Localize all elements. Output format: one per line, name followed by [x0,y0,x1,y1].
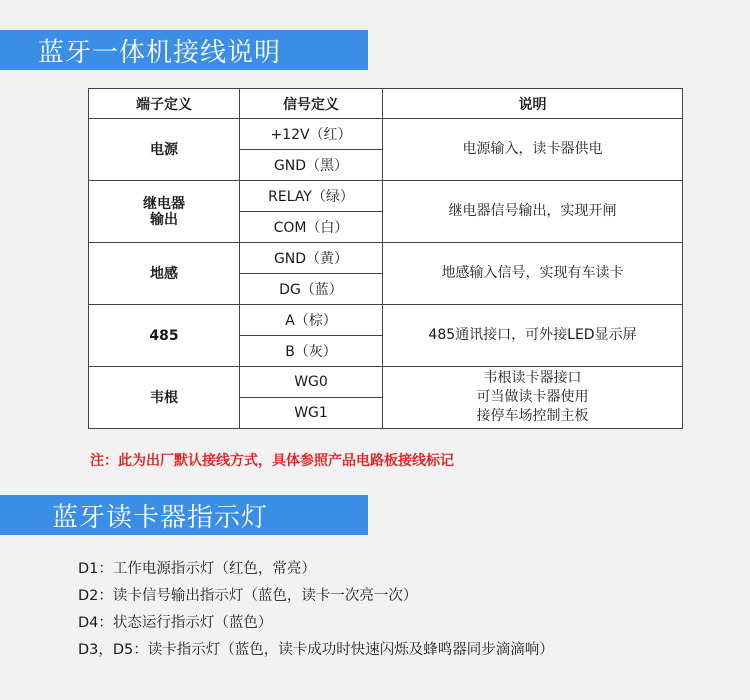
description-cell [383,367,683,429]
description-cell: 485通讯接口，可外接LED显示屏 [383,305,683,367]
terminal-cell [89,181,240,243]
description-line: 可当做读卡器使用 [476,389,589,405]
table-row [89,305,683,336]
list-item: D4：状态运行指示灯（蓝色） [78,615,273,631]
list-item: D2：读卡信号输出指示灯（蓝色，读卡一次亮一次） [78,588,418,604]
table-row [89,367,683,398]
wiring-section-title [0,30,368,70]
signal-cell: RELAY（绿） [240,181,383,212]
signal-cell: A（棕） [240,305,383,336]
wiring-table [88,88,683,429]
terminal-cell: 485 [89,305,240,367]
terminal-line: 输出 [150,211,178,228]
header-signal: 信号定义 [240,89,383,119]
header-terminal: 端子定义 [89,89,240,119]
header-description: 说明 [383,89,683,119]
signal-cell: GND（黑） [240,150,383,181]
wiring-note: 注：此为出厂默认接线方式，具体参照产品电路板接线标记 [90,453,454,469]
wiring-section-title-text: 蓝牙一体机接线说明 [38,37,282,68]
table-row [89,181,683,212]
description-cell: 电源输入，读卡器供电 [383,119,683,181]
terminal-cell: 韦根 [89,367,240,429]
indicator-section-title-text: 蓝牙读卡器指示灯 [52,502,269,533]
list-item: D3，D5：读卡指示灯（蓝色，读卡成功时快速闪烁及蜂鸣器同步滴滴响） [78,642,554,658]
signal-cell: WG1 [240,398,383,429]
table-row [89,119,683,150]
table-header-row [89,89,683,119]
terminal-line: 继电器 [143,195,185,212]
indicator-section-title [0,495,368,535]
terminal-cell: 地感 [89,243,240,305]
description-cell: 继电器信号输出，实现开闸 [383,181,683,243]
signal-cell: DG（蓝） [240,274,383,305]
signal-cell: +12V（红） [240,119,383,150]
description-line: 接停车场控制主板 [476,408,589,424]
signal-cell: GND（黄） [240,243,383,274]
description-line: 韦根读卡器接口 [483,370,582,386]
list-item: D1：工作电源指示灯（红色，常亮） [78,561,316,577]
signal-cell: WG0 [240,367,383,398]
terminal-cell: 电源 [89,119,240,181]
signal-cell: B（灰） [240,336,383,367]
led-indicator-list [78,556,554,664]
signal-cell: COM（白） [240,212,383,243]
table-row [89,243,683,274]
description-cell: 地感输入信号，实现有车读卡 [383,243,683,305]
